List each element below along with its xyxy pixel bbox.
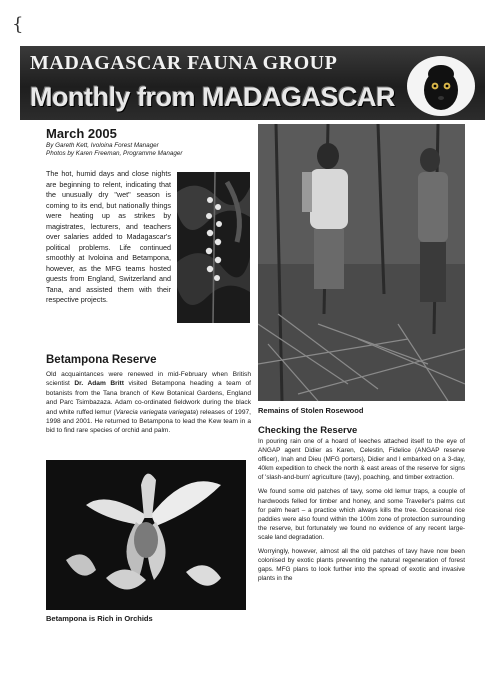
photo-credit-line: Photos by Karen Freeman, Programme Manager <box>46 150 183 157</box>
forest-photo-caption: Remains of Stolen Rosewood <box>258 406 364 415</box>
lemur-icon <box>401 50 481 116</box>
masthead-banner <box>20 46 485 120</box>
rosewood-forest-photo <box>258 124 465 401</box>
checking-paragraph-2: We found some old patches of tavy, some old lemur traps, a couple of hardwoods felled for timber and honey, and some Traveller's palms cut for palm heart – a practice which always kills the tree. Occasional rice paddies were also found within the 100m zone of protection surrounding the reserve, but fortunately we found no evidence of any recent large-scale land degradation. <box>258 488 465 541</box>
betampona-text-part-1: Old acquaintances were renewed in mid-February when British scientist <box>46 371 251 388</box>
checking-paragraph-1: In pouring rain one of a hoard of leeches attached itself to the eye of ANGAP agent Didier as Karen, Celestin, Fidelice (ANGAP reserve officer), Inah and Dieu (MFG porters), Didier and I embarked on a 3-day, 40km expedition to check the north & east areas of the reserve for signs of 'slash-and-burn' agriculture (tavy), poaching, and timber extraction. <box>258 438 465 482</box>
betampona-text-part-2: visited Betampona heading a team of botanists from the Tana branch of Kew Botanical Gardens, England and Parc Tsimbazaza. Adam co-ordinated fieldwork during the black and white ruffed lemur ( <box>46 380 252 416</box>
group-name: MADAGASCAR FAUNA GROUP <box>30 52 338 74</box>
checking-paragraph-3: Worryingly, however, almost all the old patches of tavy have now been colonised by exotic plants preventing the natural regeneration of forest gaps. MFG plans to look further into the spread of exotic and invasive plants in the <box>258 548 465 583</box>
bracket-mark: { <box>12 14 24 35</box>
flower-photo-caption: Betampona is Rich in Orchids <box>46 614 153 623</box>
betampona-heading: Betampona Reserve <box>46 354 157 366</box>
author-line: By Gareth Kett, Ivoloina Forest Manager <box>46 142 159 149</box>
betampona-text-part-3: ) releases of 1997, 1998 and 2001. He returned to Betampona to lead the Kew team in a bid to find rare species of orchid and palm. <box>46 408 251 435</box>
checking-section <box>258 437 465 588</box>
checking-heading: Checking the Reserve <box>258 425 358 436</box>
species-name: Varecia variegata variegata <box>115 408 196 416</box>
article-title: March 2005 <box>46 126 117 141</box>
byline <box>46 142 183 158</box>
scientist-name: Dr. Adam Britt <box>74 380 124 388</box>
betampona-paragraph <box>46 370 251 436</box>
orchid-flower-photo <box>46 460 246 610</box>
orchid-stem-photo <box>177 172 250 323</box>
intro-paragraph: The hot, humid days and close nights are beginning to relent, indicating that the unusually dry "wet" season is coming to its end, but nationally things were heating up as strikes by magistrates, lecturers, and teachers over salaries added to Madagascar's political problems. Life continued smoothly at Ivoloina and Betampona, however, as the MFG teams hosted guests from England, Switzerland and Tana, and assisted them with their respective projects. <box>46 169 171 304</box>
masthead-title: Monthly from MADAGASCAR <box>30 82 395 112</box>
